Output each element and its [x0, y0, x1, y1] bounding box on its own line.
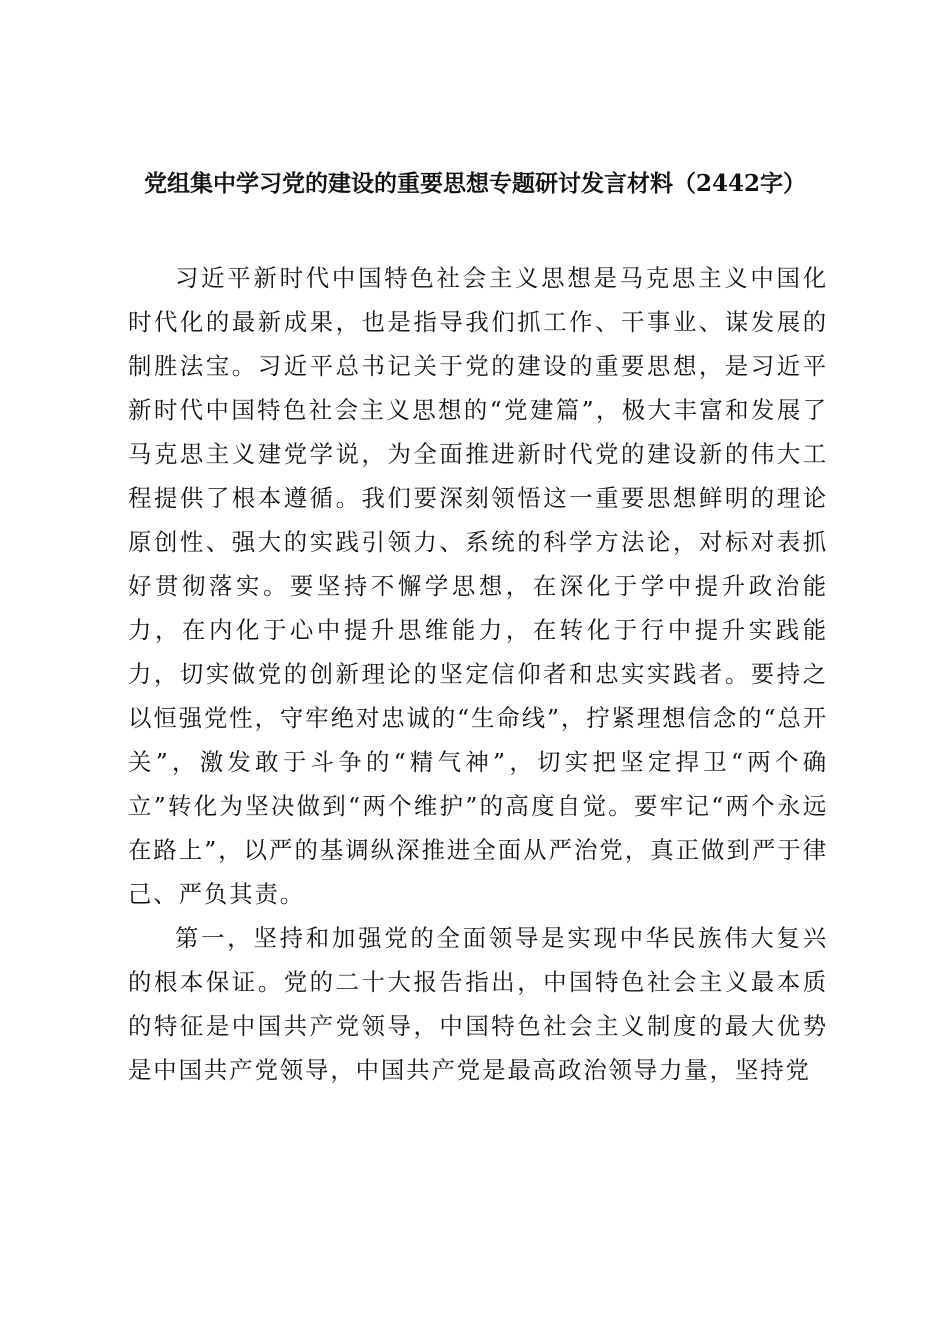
paragraph-first-point: 第一，坚持和加强党的全面领导是实现中华民族伟大复兴的根本保证。党的二十大报告指出，中国特色社会主义最本质的特征是中国共产党领导，中国特色社会主义制度的最大优势是中国共产党领导，中国共产党是最高政治领导力量，坚持党	[128, 924, 828, 1084]
document-body	[128, 256, 828, 1092]
paragraph-intro: 习近平新时代中国特色社会主义思想是马克思主义中国化时代化的最新成果，也是指导我们抓工作、干事业、谋发展的制胜法宝。习近平总书记关于党的建设的重要思想，是习近平新时代中国特色社会主义思想的“党建篇”，极大丰富和发展了马克思主义建党学说，为全面推进新时代党的建设新的伟大工程提供了根本遵循。我们要深刻领悟这一重要思想鲜明的理论原创性、强大的实践引领力、系统的科学方法论，对标对表抓好贯彻落实。要坚持不懈学思想，在深化于学中提升政治能力，在内化于心中提升思维能力，在转化于行中提升实践能力，切实做党的创新理论的坚定信仰者和忠实实践者。要持之以恒强党性，守牢绝对忠诚的“生命线”，拧紧理想信念的“总开关”，激发敢于斗争的“精气神”，切实把坚定捍卫“两个确立”转化为坚决做到“两个维护”的高度自觉。要牢记“两个永远在路上”，以严的基调纵深推进全面从严治党，真正做到严于律己、严负其责。	[128, 264, 828, 908]
document-title: 党组集中学习党的建设的重要思想专题研讨发言材料（2442字）	[143, 170, 806, 197]
